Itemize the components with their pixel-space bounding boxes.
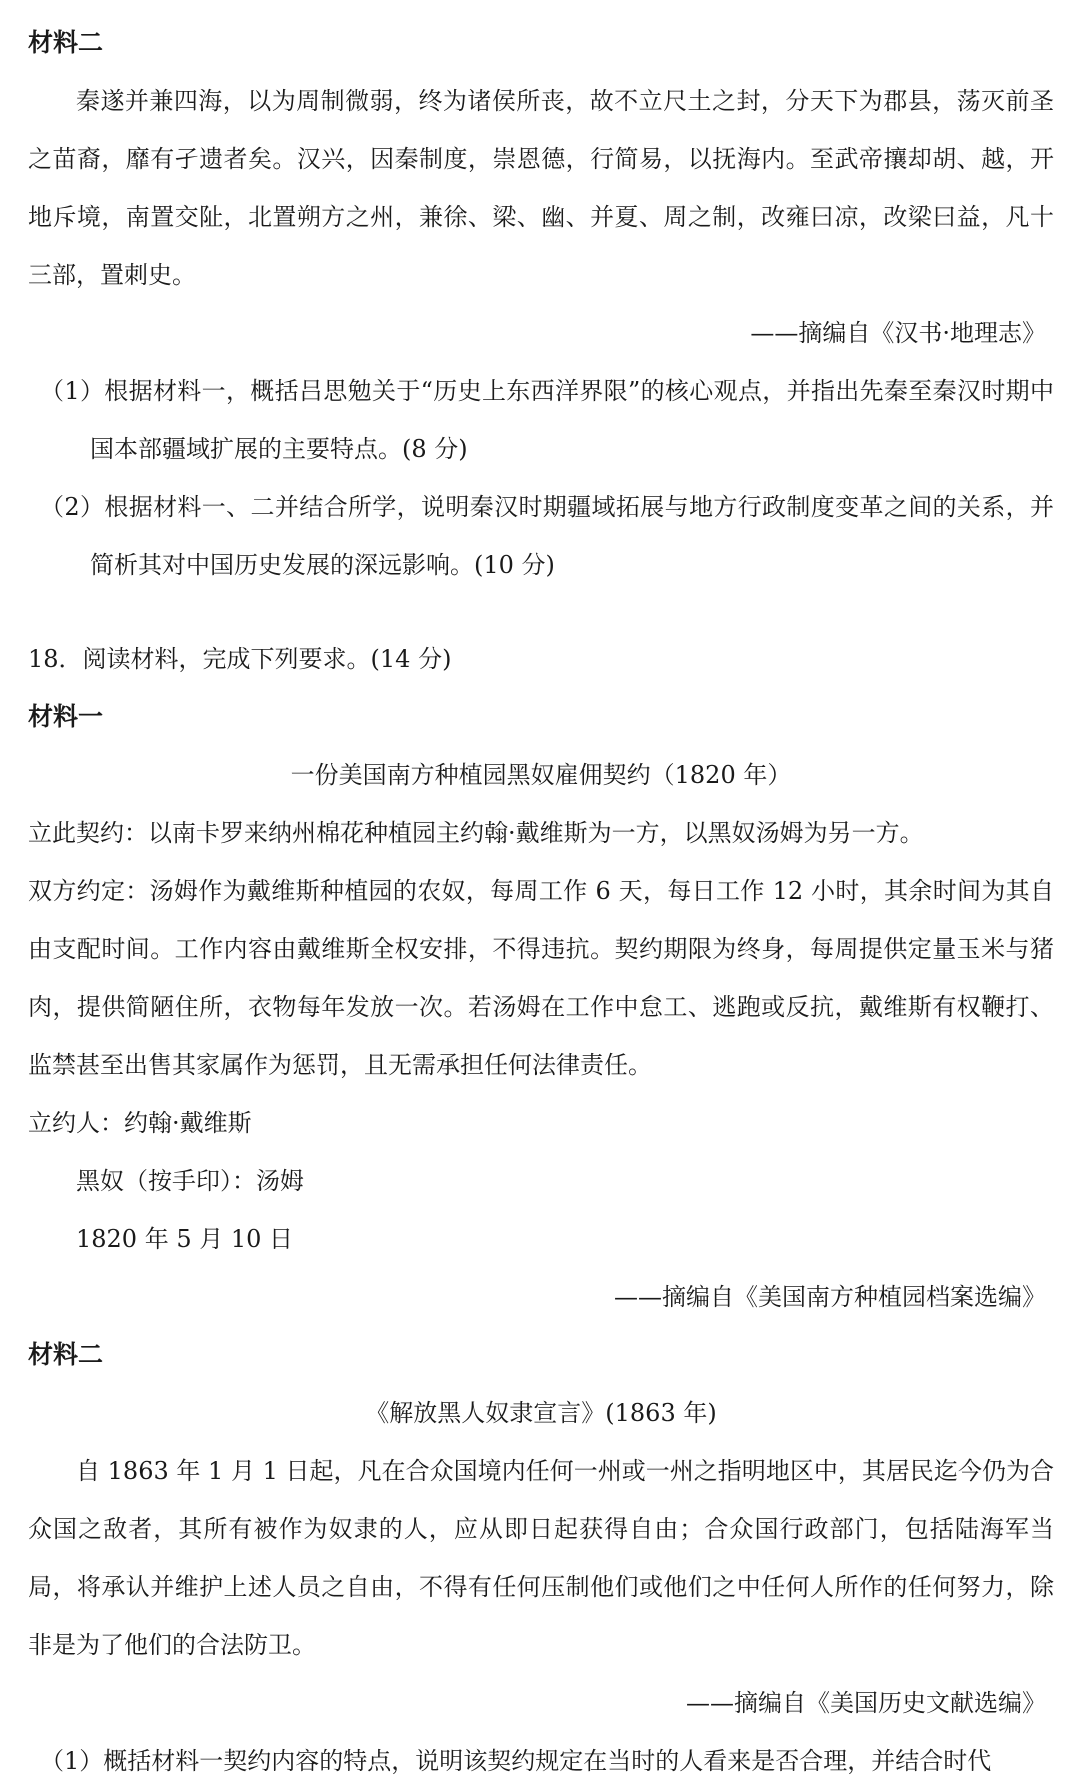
signer-line: 立约人：约翰·戴维斯 bbox=[28, 1109, 252, 1137]
question-item: （1）概括材料一契约内容的特点，说明该契约规定在当时的人看来是否合理，并结合时代 bbox=[40, 1747, 992, 1775]
question-item: （1）根据材料一，概括吕思勉关于“历史上东西洋界限”的核心观点，并指出先秦至秦汉时期中国本部疆域扩展的主要特点。(8 分) bbox=[40, 377, 1054, 463]
material-heading: 材料二 bbox=[28, 28, 104, 57]
material-paragraph: 自 1863 年 1 月 1 日起，凡在合众国境内任何一州或一州之指明地区中，其居民迄今仍为合众国之敌者，其所有被作为奴隶的人，应从即日起获得自由；合众国行政部门，包括陆海军当局，将承认并维护上述人员之自由，不得有任何压制他们或他们之中任何人所作的任何努力，除非是为了他们的合法防卫。 bbox=[28, 1457, 1054, 1659]
material-heading: 材料一 bbox=[28, 702, 104, 731]
material-title: 《解放黑人奴隶宣言》(1863 年) bbox=[365, 1399, 717, 1427]
contract-date: 1820 年 5 月 10 日 bbox=[76, 1225, 294, 1253]
material-title: 一份美国南方种植园黑奴雇佣契约（1820 年） bbox=[290, 761, 792, 789]
source-citation: ——摘编自《美国南方种植园档案选编》 bbox=[614, 1283, 1046, 1311]
document-page bbox=[28, 14, 1054, 1790]
contract-terms: 双方约定：汤姆作为戴维斯种植园的农奴，每周工作 6 天，每日工作 12 小时，其余时间为其自由支配时间。工作内容由戴维斯全权安排，不得违抗。契约期限为终身，每周提供定量玉米与猪肉，提供简陋住所，衣物每年发放一次。若汤姆在工作中怠工、逃跑或反抗，戴维斯有权鞭打、监禁甚至出售其家属作为惩罚，且无需承担任何法律责任。 bbox=[28, 877, 1054, 1079]
material-paragraph: 秦遂并兼四海，以为周制微弱，终为诸侯所丧，故不立尺土之封，分天下为郡县，荡灭前圣之苗裔，靡有孑遗者矣。汉兴，因秦制度，崇恩德，行简易，以抚海内。至武帝攘却胡、越，开地斥境，南置交阯，北置朔方之州，兼徐、梁、幽、并夏、周之制，改雍曰凉，改梁曰益，凡十三部，置刺史。 bbox=[28, 87, 1054, 289]
material-heading: 材料二 bbox=[28, 1340, 104, 1369]
source-citation: ——摘编自《汉书·地理志》 bbox=[750, 319, 1046, 347]
question-prompt: 18．阅读材料，完成下列要求。(14 分) bbox=[28, 645, 452, 673]
question-item: （2）根据材料一、二并结合所学，说明秦汉时期疆域拓展与地方行政制度变革之间的关系，并简析其对中国历史发展的深远影响。(10 分) bbox=[40, 493, 1054, 579]
source-citation: ——摘编自《美国历史文献选编》 bbox=[686, 1689, 1046, 1717]
contract-line: 立此契约：以南卡罗来纳州棉花种植园主约翰·戴维斯为一方，以黑奴汤姆为另一方。 bbox=[28, 819, 924, 847]
signer-line: 黑奴（按手印）：汤姆 bbox=[76, 1167, 304, 1195]
